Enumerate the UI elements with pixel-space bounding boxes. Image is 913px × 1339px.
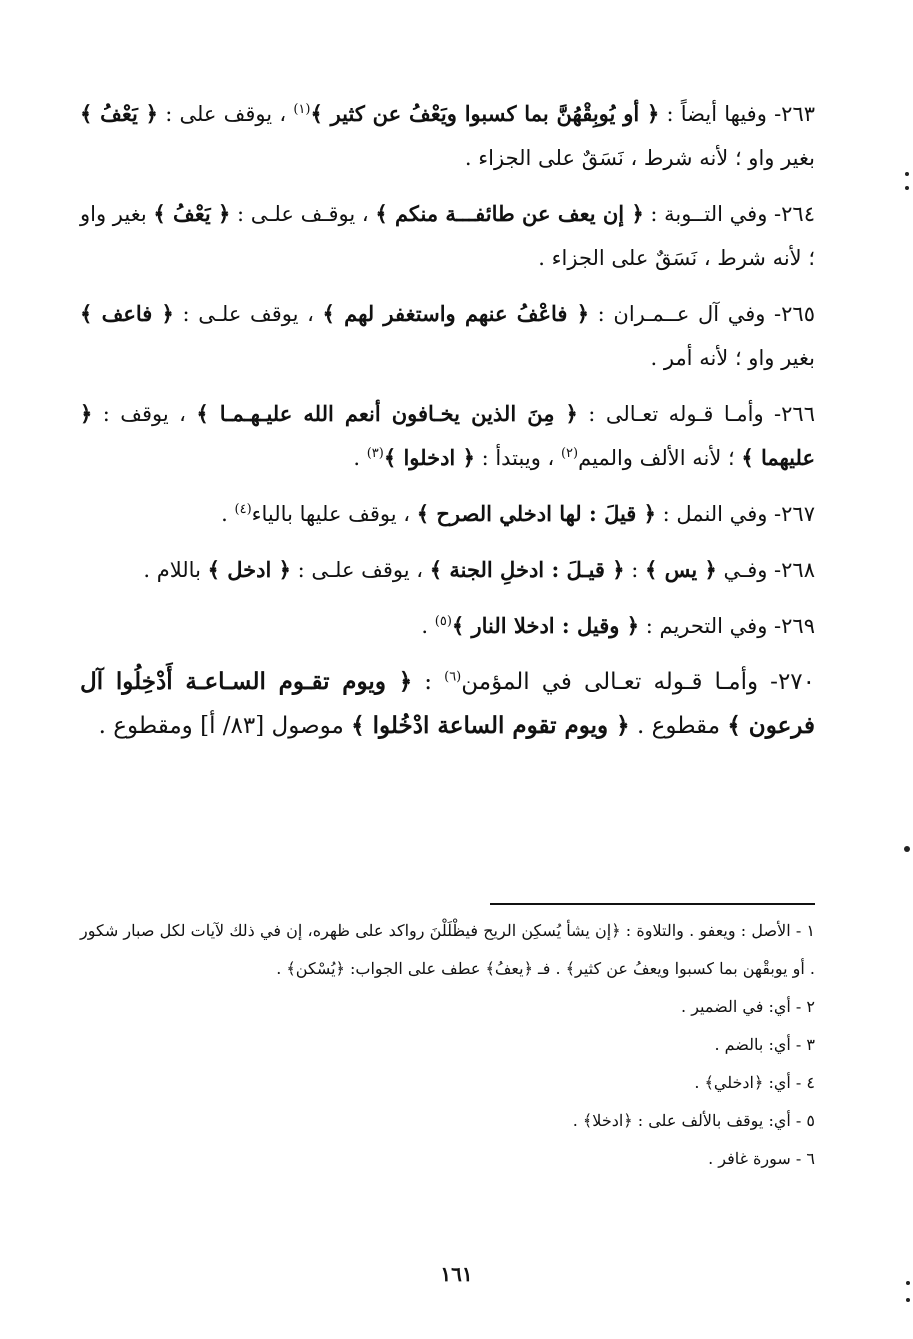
paragraph-number: ٢٦٨- xyxy=(767,558,815,582)
paragraph-number: ٢٦٥- xyxy=(765,302,815,326)
footnotes xyxy=(80,912,815,1178)
footnote-ref: (٤) xyxy=(234,502,252,517)
scan-mark xyxy=(905,172,909,176)
quran-quote: ﴿ يس ﴾ xyxy=(645,557,717,582)
scan-mark xyxy=(904,846,910,852)
main-text xyxy=(80,92,815,760)
footnote-1: ١ - الأصل : ويعفو . والتلاوة : ﴿إن يشأ يُسكِن الريح فيظْلَلْنَ رواكد على ظهره، إن في ذلك لآيات لكل صبار شكور . أو يوبقْهن بما كسبوا ويعفُ عن كثير﴾ . فـ ﴿يعفُ﴾ عطف على الجواب: ﴿يُسْكن﴾ . xyxy=(80,921,815,978)
quran-quote: ﴿ يَعْفُ ﴾ xyxy=(80,101,158,126)
paragraph-264: ٢٦٤- وفي التــوبة : ﴿ إن يعف عن طائفـــة منكم ﴾ ، يوقـف علـى : ﴿ يَعْفُ ﴾ بغير واو ؛ لأنه شرط ، نَسَقٌ على الجزاء . xyxy=(80,201,815,270)
page-number: ١٦١ xyxy=(440,1262,473,1286)
paragraph-number: ٢٧٠- xyxy=(758,669,815,695)
quran-quote: ﴿ أو يُوبِقْهُنَّ بما كسبوا ويَعْفُ عن كثير ﴾ xyxy=(310,101,660,126)
footnote-divider xyxy=(490,903,815,905)
paragraph-268: ٢٦٨- وفـي ﴿ يس ﴾ : ﴿ قيـلَ : ادخلِ الجنة ﴾ ، يوقف علـى : ﴿ ادخل ﴾ باللام . xyxy=(143,557,815,582)
paragraph-266: ٢٦٦- وأمـا قـوله تعـالى : ﴿ مِنَ الذين يخـافون أنعم الله عليـهـمـا ﴾ ، يوقف : ﴿ عليهما ﴾ ؛ لأنه الألف والميم$^{(٢)}$ ، ويبتدأ : ﴿ ادخلوا ﴾$^{(٣)}$ . xyxy=(80,401,815,470)
quran-quote: ﴿ فاعف ﴾ xyxy=(80,301,174,326)
footnote-ref: (٦) xyxy=(444,669,462,685)
paragraph-number: ٢٦٩- xyxy=(767,614,815,638)
paragraph-number: ٢٦٦- xyxy=(763,402,815,426)
footnote-ref: (١) xyxy=(293,102,311,117)
quran-quote: ﴿ قيـلَ : ادخلِ الجنة ﴾ xyxy=(429,557,625,582)
quran-quote: ﴿ مِنَ الذين يخـافون أنعم الله عليـهـمـا ﴾ xyxy=(196,401,578,426)
paragraph-number: ٢٦٤- xyxy=(767,202,815,226)
paragraph-269: ٢٦٩- وفي التحريم : ﴿ وقيل : ادخلا النار ﴾$^{(٥)}$ . xyxy=(421,613,815,638)
paragraph-number: ٢٦٣- xyxy=(766,102,816,126)
scan-mark xyxy=(906,1298,910,1302)
scan-mark xyxy=(906,1281,910,1285)
quran-quote: ﴿ ادخلوا ﴾ xyxy=(383,445,475,470)
quran-quote: ﴿ يَعْفُ ﴾ xyxy=(153,201,231,226)
quran-quote: ﴿ وقيل : ادخلا النار ﴾ xyxy=(451,613,640,638)
quran-quote: ﴿ عليهما ﴾ xyxy=(80,401,815,470)
paragraph-270: ٢٧٠- وأمـا قـوله تعـالى في المؤمن$^{(٦)}$ : ﴿ ويوم تقـوم السـاعـة أَدْخِلُوا آل فرعون ﴾ مقطوع . ﴿ ويوم تقوم الساعة ادْخُلوا ﴾ موصول [٨٣/ أ] ومقطوع . xyxy=(80,668,815,739)
footnote-3: ٣ - أي: بالضم . xyxy=(714,1035,815,1054)
footnote-ref: (٢) xyxy=(560,446,579,461)
quran-quote: ﴿ فاعْفُ عنهم واستغفر لهم ﴾ xyxy=(322,301,590,326)
quran-quote: ﴿ قيلَ : لها ادخلي الصرح ﴾ xyxy=(416,501,656,526)
paragraph-265: ٢٦٥- وفي آل عــمـران : ﴿ فاعْفُ عنهم واستغفر لهم ﴾ ، يوقف علـى : ﴿ فاعف ﴾ بغير واو ؛ لأنه أمر . xyxy=(80,301,815,370)
paragraph-267: ٢٦٧- وفي النمل : ﴿ قيلَ : لها ادخلي الصرح ﴾ ، يوقف عليها بالياء$^{(٤)}$ . xyxy=(221,501,815,526)
quran-quote: ﴿ ادخل ﴾ xyxy=(207,557,291,582)
footnote-ref: (٥) xyxy=(434,614,452,629)
footnote-ref: (٣) xyxy=(366,446,384,461)
paragraph-number: ٢٦٧- xyxy=(767,502,815,526)
paragraph-263: ٢٦٣- وفيها أيضاً : ﴿ أو يُوبِقْهُنَّ بما كسبوا ويَعْفُ عن كثير ﴾$^{(١)}$ ، يوقف على : ﴿ يَعْفُ ﴾ بغير واو ؛ لأنه شرط ، نَسَقٌ على الجزاء . xyxy=(80,101,816,170)
footnote-5: ٥ - أي: يوقف بالألف على : ﴿ادخلا﴾ . xyxy=(572,1111,815,1130)
quran-quote: ﴿ إن يعف عن طائفـــة منكم ﴾ xyxy=(375,201,644,226)
quran-quote: ﴿ ويوم تقوم الساعة ادْخُلوا ﴾ xyxy=(351,712,630,739)
footnote-4: ٤ - أي: ﴿ادخلي﴾ . xyxy=(694,1073,815,1092)
scan-mark xyxy=(905,186,909,190)
quran-quote: ﴿ ويوم تقـوم السـاعـة أَدْخِلُوا آل فرعون ﴾ xyxy=(80,668,815,739)
footnote-2: ٢ - أي: في الضمير . xyxy=(681,997,815,1016)
footnote-6: ٦ - سورة غافر . xyxy=(708,1149,815,1168)
